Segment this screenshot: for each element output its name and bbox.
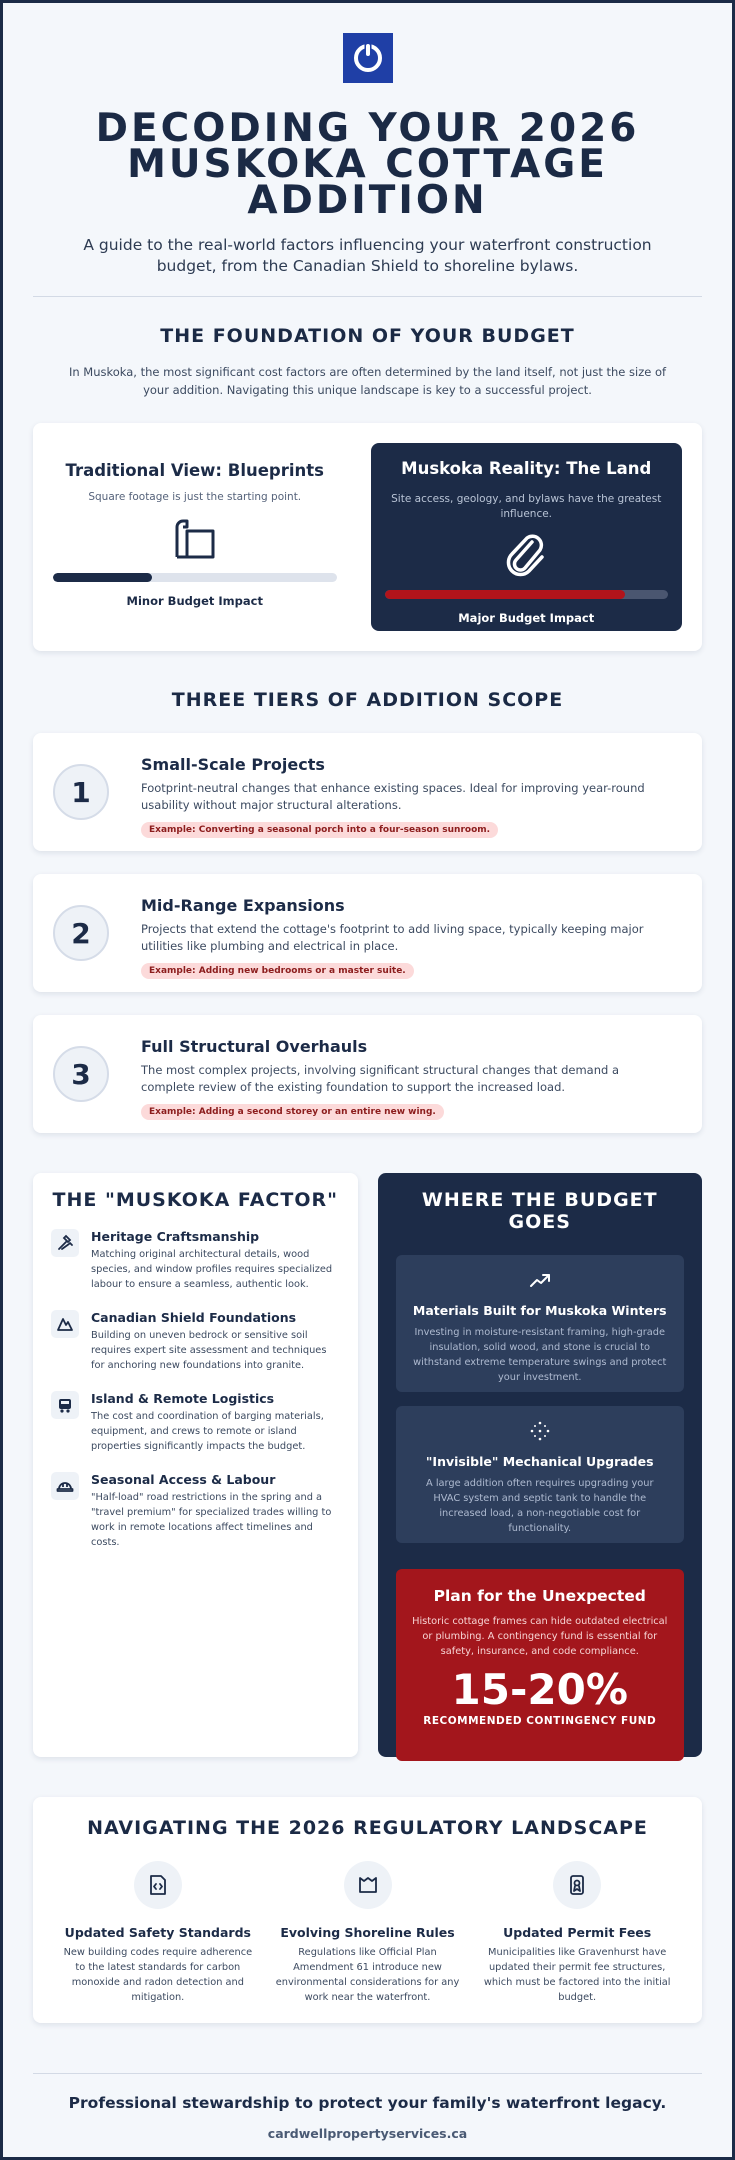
regulatory-card — [33, 1797, 702, 2023]
regulatory-item-description: Regulations like Official Plan Amendment 61 introduce new environmental considerations for any work near the waterfront. — [275, 1947, 460, 2003]
budget-item-description: Investing in moisture-resistant framing, high-grade insulation, solid wood, and stone is crucial to withstand extreme temperature swings and protect your investment. — [413, 1327, 667, 1383]
regulatory-item — [472, 1861, 682, 2005]
network-dots-icon — [412, 1420, 669, 1442]
tier-title: Mid-Range Expansions — [141, 896, 345, 915]
tier-title: Full Structural Overhauls — [141, 1037, 368, 1056]
tier-description: Projects that extend the cottage's footprint to add living space, typically keeping major utilities like plumbing and electrical in place. — [141, 922, 644, 953]
logo — [343, 33, 393, 83]
hammer-chisel-icon — [51, 1229, 79, 1257]
factor-item — [51, 1472, 340, 1550]
permit-badge-icon — [553, 1861, 601, 1909]
tier-card-3 — [33, 1015, 702, 1133]
budget-item-title: Materials Built for Muskoka Winters — [412, 1303, 667, 1318]
factor-title: Heritage Craftsmanship — [91, 1229, 260, 1244]
tier-example-badge: Example: Adding a second storey or an entire new wing. — [141, 1104, 444, 1120]
factor-description: The cost and coordination of barging materials, equipment, and crews to remote or island properties significantly impacts the budget. — [91, 1411, 324, 1452]
footer — [33, 2073, 702, 2141]
traditional-view-title: Traditional View: Blueprints — [65, 461, 324, 480]
tier-card-2 — [33, 874, 702, 992]
foundation-card — [33, 423, 702, 651]
muskoka-reality-panel — [371, 443, 683, 631]
shoreline-icon — [344, 1861, 392, 1909]
muskoka-factor-panel — [33, 1173, 358, 1757]
factor-description: "Half-load" road restrictions in the spring and a "travel premium" for specialized trades willing to work in remote locations affect timelines and costs. — [91, 1492, 332, 1548]
major-impact-fill — [385, 590, 626, 599]
contingency-box — [396, 1569, 685, 1761]
trend-up-icon — [412, 1269, 669, 1291]
traditional-view-subtitle: Square footage is just the starting point. — [88, 491, 302, 503]
traditional-view-panel — [53, 443, 337, 631]
factor-item — [51, 1229, 340, 1292]
muskoka-reality-subtitle: Site access, geology, and bylaws have the greatest influence. — [391, 493, 662, 520]
tier-example-badge: Example: Adding new bedrooms or a master suite. — [141, 963, 414, 979]
footer-tagline: Professional stewardship to protect your family's waterfront legacy. — [68, 2094, 667, 2112]
hard-hat-icon — [51, 1472, 79, 1500]
tier-card-1 — [33, 733, 702, 851]
tier-description: Footprint-neutral changes that enhance existing spaces. Ideal for improving year-round usability without major structural alterations. — [141, 781, 645, 812]
factor-description: Building on uneven bedrock or sensitive soil requires expert site assessment and techniques for anchoring new foundations into granite. — [91, 1330, 327, 1371]
factor-title: Island & Remote Logistics — [91, 1391, 275, 1406]
regulatory-item — [53, 1861, 263, 2005]
budget-item-title: "Invisible" Mechanical Upgrades — [425, 1454, 654, 1469]
regulatory-item-title: Updated Permit Fees — [503, 1925, 652, 1940]
tier-number: 2 — [53, 905, 109, 961]
tier-description: The most complex projects, involving significant structural changes that demand a complete review of the existing foundation to support the increased load. — [141, 1063, 620, 1094]
budget-goes-panel — [378, 1173, 703, 1757]
page-title: DECODING YOUR 2026 MUSKOKA COTTAGE ADDITION — [95, 106, 640, 223]
factor-item — [51, 1310, 340, 1373]
contingency-title: Plan for the Unexpected — [433, 1587, 646, 1605]
regulatory-item-title: Updated Safety Standards — [64, 1925, 251, 1940]
foundation-description: In Muskoka, the most significant cost factors are often determined by the land itself, not just the size of your addition. Navigating this unique landscape is key to a successful project. — [68, 365, 667, 397]
budget-goes-title: WHERE THE BUDGET GOES — [421, 1189, 658, 1233]
tier-title: Small-Scale Projects — [141, 755, 325, 774]
mountain-icon — [51, 1310, 79, 1338]
regulatory-item-description: New building codes require adherence to the latest standards for carbon monoxide and radon detection and mitigation. — [63, 1947, 253, 2003]
muskoka-factor-title: THE "MUSKOKA FACTOR" — [52, 1189, 339, 1211]
budget-item — [396, 1406, 685, 1543]
factor-title: Canadian Shield Foundations — [91, 1310, 297, 1325]
minor-impact-bar — [53, 573, 337, 582]
regulatory-item-description: Municipalities like Gravenhurst have updated their permit fee structures, which must be factored into the initial budget. — [483, 1947, 671, 2003]
factor-title: Seasonal Access & Labour — [91, 1472, 276, 1487]
factor-item — [51, 1391, 340, 1454]
tiers-title: THREE TIERS OF ADDITION SCOPE — [171, 689, 564, 711]
regulatory-item — [263, 1861, 473, 2005]
truck-icon — [51, 1391, 79, 1419]
major-impact-bar — [385, 590, 669, 599]
foundation-title: THE FOUNDATION OF YOUR BUDGET — [160, 325, 575, 347]
page-subtitle: A guide to the real-world factors influencing your waterfront construction budget, from the Canadian Shield to shoreline bylaws. — [83, 236, 652, 275]
minor-impact-label: Minor Budget Impact — [126, 594, 263, 608]
contingency-label: RECOMMENDED CONTINGENCY FUND — [423, 1715, 657, 1727]
regulatory-item-title: Evolving Shoreline Rules — [280, 1925, 455, 1940]
contingency-figure: 15-20% — [451, 1665, 628, 1714]
tier-example-badge: Example: Converting a seasonal porch into a four-season sunroom. — [141, 822, 498, 838]
budget-item-description: A large addition often requires upgrading your HVAC system and septic tank to handle the increased load, a non-negotiable cost for functionality. — [426, 1478, 654, 1534]
code-document-icon — [134, 1861, 182, 1909]
tier-number: 1 — [53, 764, 109, 820]
two-column-section — [33, 1173, 702, 1757]
budget-item — [396, 1255, 685, 1392]
major-impact-label: Major Budget Impact — [458, 611, 595, 625]
contingency-description: Historic cottage frames can hide outdated electrical or plumbing. A contingency fund is essential for safety, insurance, and code compliance. — [412, 1616, 668, 1657]
paperclip-icon — [385, 532, 669, 580]
footer-website-link[interactable]: cardwellpropertyservices.ca — [267, 2126, 468, 2141]
minor-impact-fill — [53, 573, 152, 582]
factor-description: Matching original architectural details, wood species, and window profiles requires specialized labour to ensure a seamless, authentic look. — [91, 1249, 333, 1290]
muskoka-reality-title: Muskoka Reality: The Land — [401, 459, 652, 478]
divider — [33, 296, 702, 297]
regulatory-title: NAVIGATING THE 2026 REGULATORY LANDSCAPE — [87, 1817, 648, 1839]
power-ring-icon — [351, 41, 385, 75]
tier-number: 3 — [53, 1046, 109, 1102]
blueprint-icon — [53, 515, 337, 563]
